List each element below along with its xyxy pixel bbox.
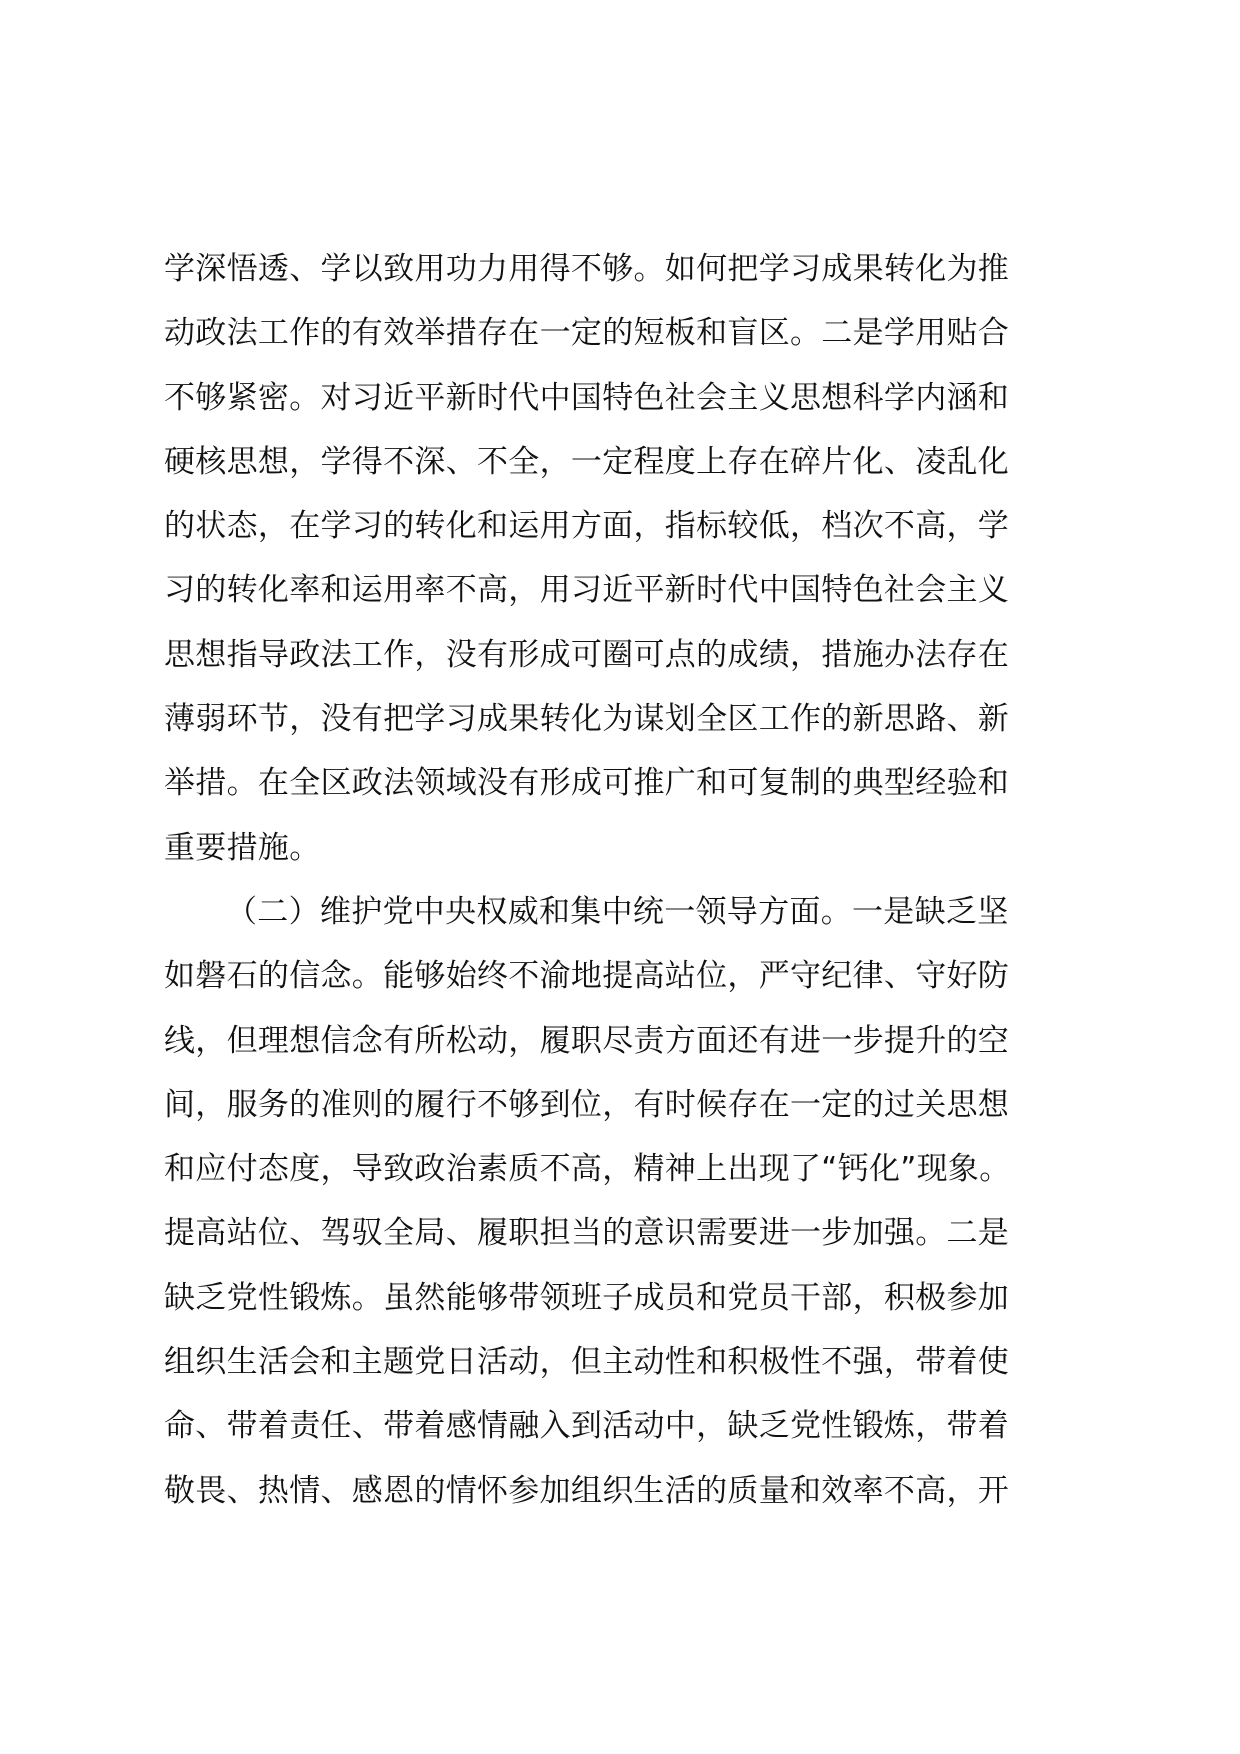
text-line: 动政法工作的有效举措存在一定的短板和盲区。二是学用贴合 [164, 315, 1010, 352]
text-line: 思想指导政法工作，没有形成可圈可点的成绩，措施办法存在 [164, 636, 1010, 673]
text-line: 提高站位、驾驭全局、履职担当的意识需要进一步加强。二是 [164, 1215, 1010, 1252]
text-line: 和应付态度，导致政治素质不高，精神上出现了“钙化”现象。 [164, 1151, 1011, 1188]
text-line: 的状态，在学习的转化和运用方面，指标较低，档次不高，学 [164, 508, 1010, 545]
text-line: 如磐石的信念。能够始终不渝地提高站位，严守纪律、守好防 [164, 958, 1010, 995]
text-line: 习的转化率和运用率不高，用习近平新时代中国特色社会主义 [164, 572, 1010, 609]
text-line: 命、带着责任、带着感情融入到活动中，缺乏党性锻炼，带着 [164, 1408, 1010, 1445]
text-line: 硬核思想，学得不深、不全，一定程度上存在碎片化、凌乱化 [164, 443, 1010, 480]
text-line: 举措。在全区政法领域没有形成可推广和可复制的典型经验和 [164, 765, 1010, 802]
text-line: 敬畏、热情、感恩的情怀参加组织生活的质量和效率不高，开 [164, 1472, 1010, 1509]
text-line: 学深悟透、学以致用功力用得不够。如何把学习成果转化为推 [164, 251, 1010, 287]
text-line: 重要措施。 [164, 829, 321, 866]
text-line: 薄弱环节，没有把学习成果转化为谋划全区工作的新思路、新 [164, 701, 1010, 738]
document-body [164, 237, 1084, 1523]
section-heading-line: （二）维护党中央权威和集中统一领导方面。一是缺乏坚 [226, 893, 1009, 930]
text-line: 不够紧密。对习近平新时代中国特色社会主义思想科学内涵和 [164, 379, 1010, 416]
text-line: 线，但理想信念有所松动，履职尽责方面还有进一步提升的空 [164, 1022, 1010, 1059]
text-line: 组织生活会和主题党日活动，但主动性和积极性不强，带着使 [164, 1344, 1010, 1381]
text-line: 间，服务的准则的履行不够到位，有时候存在一定的过关思想 [164, 1086, 1010, 1123]
text-line: 缺乏党性锻炼。虽然能够带领班子成员和党员干部，积极参加 [164, 1279, 1010, 1316]
